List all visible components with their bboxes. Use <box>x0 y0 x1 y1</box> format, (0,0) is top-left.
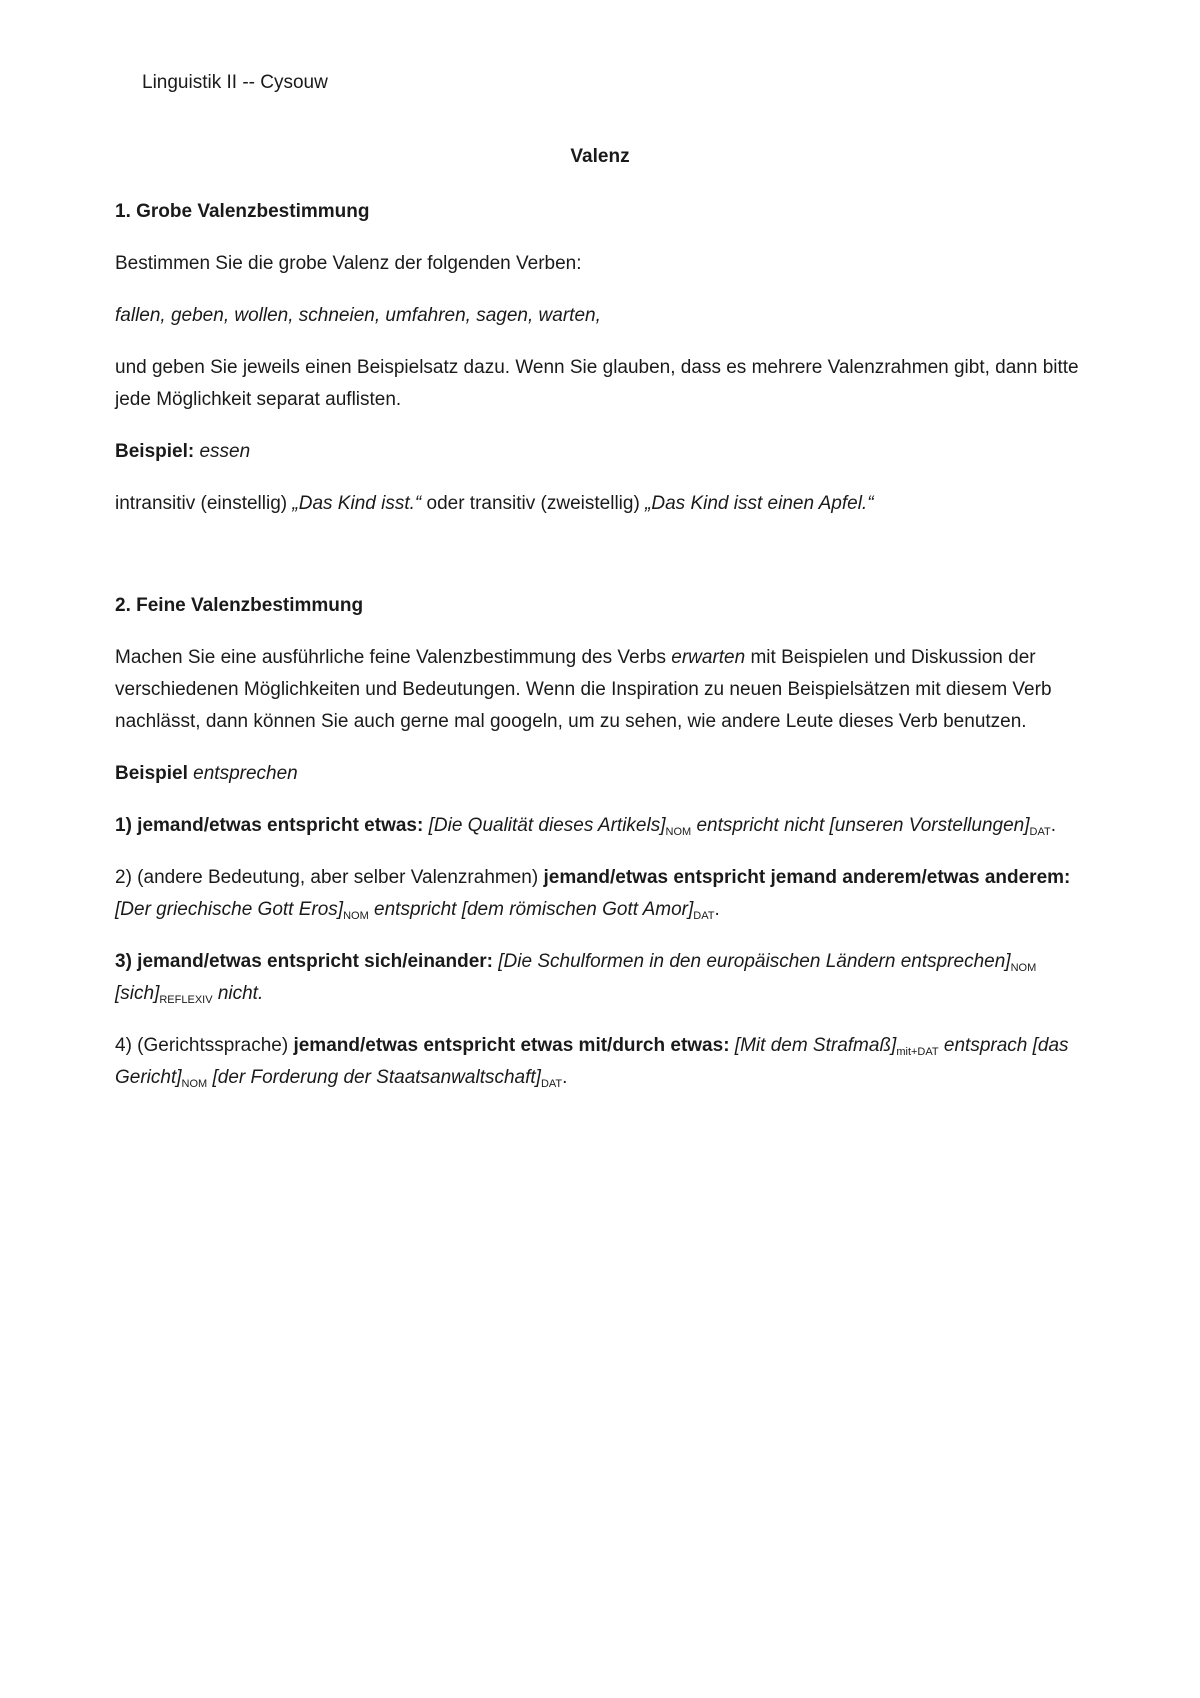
document-body <box>115 196 1105 1114</box>
example-4: 4) (Gerichtssprache) jemand/etwas entspricht etwas mit/durch etwas: [Mit dem $Strafmaß]_{mit+DAT}$ entsprach [das $Gericht]_{NOM}$ [der Forderung der $Staatsanwaltschaft]_{DAT}$. <box>115 1035 1069 1090</box>
section-spacer <box>115 540 1105 590</box>
example-3: 3) jemand/etwas entspricht sich/einander: [Die Schulformen in den europäischen Ländern $entsprechen]_{NOM}$ $[sich]_{REFLEXIV}$ nicht. <box>115 951 1037 1006</box>
section-1-example-label: Beispiel: essen <box>115 441 251 462</box>
section-1-instruction: Bestimmen Sie die grobe Valenz der folgenden Verben: <box>115 253 582 274</box>
page-header: Linguistik II -- Cysouw <box>142 72 328 93</box>
section-1-heading: 1. Grobe Valenzbestimmung <box>115 201 370 222</box>
example-1: 1) jemand/etwas entspricht etwas: [Die Qualität dieses $Artikels]_{NOM}$ entspricht nicht [unseren $Vorstellungen]_{DAT}$. <box>115 815 1056 838</box>
section-2-example-label: Beispiel entsprechen <box>115 763 298 784</box>
page-title: Valenz <box>570 146 630 167</box>
section-2-heading: 2. Feine Valenzbestimmung <box>115 595 364 616</box>
section-2-task: Machen Sie eine ausführliche feine Valenzbestimmung des Verbs erwarten mit Beispielen und Diskussion der verschiedenen Möglichkeiten und Bedeutungen. Wenn die Inspiration zu neuen Beispielsätzen mit diesem Verb nachlässt, dann können Sie auch gerne mal googeln, um zu sehen, wie andere Leute dieses Verb benutzen. <box>115 647 1052 732</box>
example-2: 2) (andere Bedeutung, aber selber Valenzrahmen) jemand/etwas entspricht jemand anderem/etwas anderem: [Der griechische Gott $Eros]_{NOM}$ entspricht [dem römischen Gott $Amor]_{DAT}$. <box>115 867 1071 922</box>
section-1-task: und geben Sie jeweils einen Beispielsatz dazu. Wenn Sie glauben, dass es mehrere Valenzrahmen gibt, dann bitte jede Möglichkeit separat auflisten. <box>115 357 1079 410</box>
verb-list: fallen, geben, wollen, schneien, umfahren, sagen, warten, <box>115 305 601 326</box>
section-1-example: intransitiv (einstellig) „Das Kind isst.“ oder transitiv (zweistellig) „Das Kind isst einen Apfel.“ <box>115 493 874 514</box>
